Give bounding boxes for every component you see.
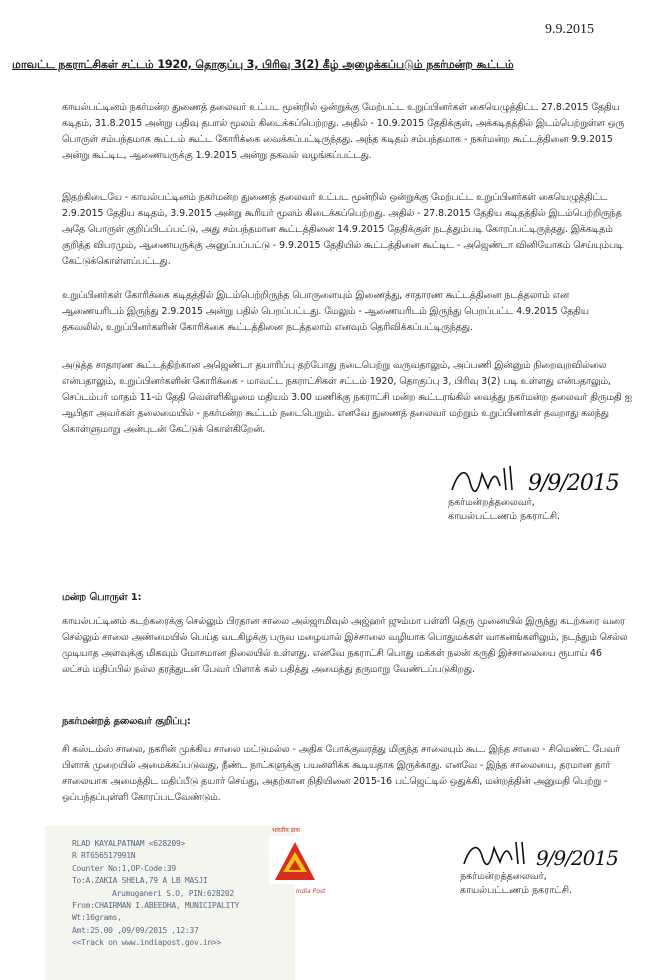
signature-date-2: 9/9/2015 [536,846,618,870]
postal-line: Amt:25.00 ,09/09/2015 ,12:37 [72,925,199,935]
postal-line: R RT656517991N [72,851,136,861]
paragraph-2: இதற்கிடையே - காயல்பட்டினம் நகர்மன்ற துணைத் தலைவர் உட்பட மூன்றில் ஒன்றுக்கு மேற்பட்ட உறுப்பினர்கள் கையெழுத்திட்ட 2.9.2015 தேதிய கடிதம், 3.9.2015 அன்று கூரியர் மூலம் கிடைக்கப்பெற்றது. அதில் - 27.8.2015 தேதிய கடிதத்தில் இடம்பெற்றிருந்த அதே பொருள் குறிப்பிடப்பட்டு, அது சம்பந்தமான கூட்டத்தினை 14.9.2015 தேதிக்குள் நடத்தும்படி கோரப்பட்டிருந்தது. இக்கடிதம் குறித்த விபரமும், ஆணையருக்கு அனுப்பப்பட்டு - 9.9.2015 தேதியில் கூட்டத்தினை கூட்டிட - அஜெண்டா வினியோகம் செய்யும்படி கேட்டுக்கொள்ளப்பட்டது. [62,192,624,267]
postal-line: RLAD KAYALPATNAM <628209> [72,839,185,848]
postal-line: Counter No:1,OP-Code:39 [72,863,176,873]
signature-office-1: காயல்பட்டணம் நகராட்சி. [448,511,561,522]
letter-title: மாவட்ட நகராட்சிகள் சட்டம் 1920, தொகுப்பு 3, பிரிவு 3(2) கீழ் அழைக்கப்படும் நகர்மன்ற கூட்டம் [12,58,514,71]
signature-designation-1: நகர்மன்றத்தலைவர், [448,497,535,508]
subject-heading: மன்ற பொருள் 1: [62,592,142,603]
postal-line: Wt:16grams, [72,913,122,923]
note-text: சி கஸ்டம்ஸ் சாலை, நகரின் முக்கிய சாலை மட்டுமல்ல - அதிக போக்குவரத்து மிகுந்த சாலையும் கூட. இந்த சாலை - சிமெண்ட் பேவர் பிளாக் முறையில் அமைக்கப்படுவது, நீண்ட நாட்களுக்கு பயனளிக்க கூடியதாக இருக்காது. எனவே - இந்த சாலையை, தரமான தார் சாலையாக அமைத்திட மதிப்பீடு தயார் செய்து, அதற்கான நிதியினை 2015-16 பட்ஜெட்டில் ஒதுக்கி, மன்றத்தின் அனுமதி பெற்று - ஒப்பந்தப்புள்ளி கோரப்படவேண்டும். [62,744,620,803]
note-heading: நகர்மன்றத் தலைவர் குறிப்பு: [62,716,191,727]
letter-date: 9.9.2015 [545,22,594,37]
india-post-hindi: भारतीय डाक [272,827,300,834]
postal-line: To:A.ZAKIA SHELA,79 A LB MASJI [72,876,208,886]
signature-scribble [448,462,528,496]
signature-designation-2: நகர்மன்றத்தலைவர், [460,871,547,882]
signature-office-2: காயல்பட்டணம் நகராட்சி. [460,885,573,896]
paragraph-4: அடுத்த சாதாரண கூட்டத்திற்கான அஜெண்டா தயாரிப்பு தற்போது நடைபெற்று வருவதாலும், அப்பணி இன்னும் நிறைவுறவில்லை என்பதாலும், உறுப்பினர்களின் கோரிக்கை - மாவட்ட நகராட்சிகள் சட்டம் 1920, தொகுப்பு 3, பிரிவு 3(2) படி உள்ளது என்பதாலும், செப்டம்பர் மாதம் 11-ம் தேதி வெள்ளிகிழமை மதியம் 3.00 மணிக்கு நகராட்சி மன்ற கூட்டரங்கில் வைத்து நகர்மன்ற தலைவர் திருமதி ஐ ஆபிதா அவர்கள் தலைமையில் - நகர்மன்ற கூட்டம் நடைபெறும். எனவே துணைத் தலைவர் மற்றும் உறுப்பினர்கள் தவறாது கலந்து கொள்ளுமாறு அன்புடன் கேட்டுக் கொள்கிறேன். [62,360,632,435]
paragraph-1: காயல்பட்டினம் நகர்மன்ற துணைத் தலைவர் உட்பட மூன்றில் ஒன்றுக்கு மேற்பட்ட உறுப்பினர்கள் கையெழுத்திட்ட 27.8.2015 தேதிய கடிதம், 31.8.2015 அன்று பதிவு தபால் மூலம் கிடைக்கப்பெற்றது. அதில் - 10.9.2015 தேதிக்குள், அக்கடிதத்தில் இடம்பெற்றுள்ள ஒரு பொருள் சம்பந்தமாக கூட்டம் கூட்ட கோரிக்கை வைக்கப்பட்டிருந்தது. அந்த கடிதம் சம்பந்தமாக - நகர்மன்ற கூட்டத்தினை 9.9.2015 அன்று கூட்டிட, ஆணையருக்கு 1.9.2015 அன்று தகவல் வழங்கப்பட்டது. [62,102,625,161]
signature-scribble [460,838,536,870]
postal-line: From:CHAIRMAN I.ABEEDHA, MUNICIPALITY [72,901,240,911]
subject-text: காயல்பட்டினம் கடற்கரைக்கு செல்லும் பிரதான சாலை அல்ஜாமிவுல் அஜ்ஹர் ஜும்மா பள்ளி தெரு முனையில் இருந்து கடற்கரை வரை செல்லும் சாலை அண்மையில் பெய்த வடகிழக்கு பருவ மழையால் இச்சாலை வழியாக பொதுமக்கள் வாகனங்களிலும், நடந்தும் செல்ல முடியாத அளவுக்கு மிகவும் மோசமான நிலையில் உள்ளது. எனவே நகராட்சி பொது மக்கள் நலன் கருதி இச்சாலையை ரூபாய் 46 லட்சம் மதிப்பில் நல்ல தரத்துடன் பேவர் பிளாக் கல் பதித்து அமைத்து தருமாறு வேண்டப்படுகிறது. [62,616,628,675]
signature-block-1 [448,462,648,524]
postal-line: Arumuganeri S.O, PIN:628202 [112,888,234,898]
postal-line: <<Track on www.indiapost.gov.in>> [72,938,222,948]
signature-block-2 [460,838,648,898]
paragraph-3: உறுப்பினர்கள் கோரிக்கை கடிதத்தில் இடம்பெற்றிருந்த பொருளையும் இணைத்து, சாதாரண கூட்டத்தினை நடத்தலாம் என ஆணையரிடம் இருந்து 2.9.2015 அன்று பதில் பெறப்பட்டது. மேலும் - ஆணையரிடம் இருந்து பெறப்பட்ட 4.9.2015 தேதிய தகவலில், உறுப்பினர்களின் கோரிக்கை கூட்டத்தினை நடத்தலாம் எனவும் தெரிவிக்கப்பட்டிருந்தது. [62,290,589,333]
signature-date-1: 9/9/2015 [528,471,619,496]
india-post-english: India Post [296,888,326,895]
india-post-logo-icon [265,832,325,888]
postal-receipt-text [72,838,239,950]
